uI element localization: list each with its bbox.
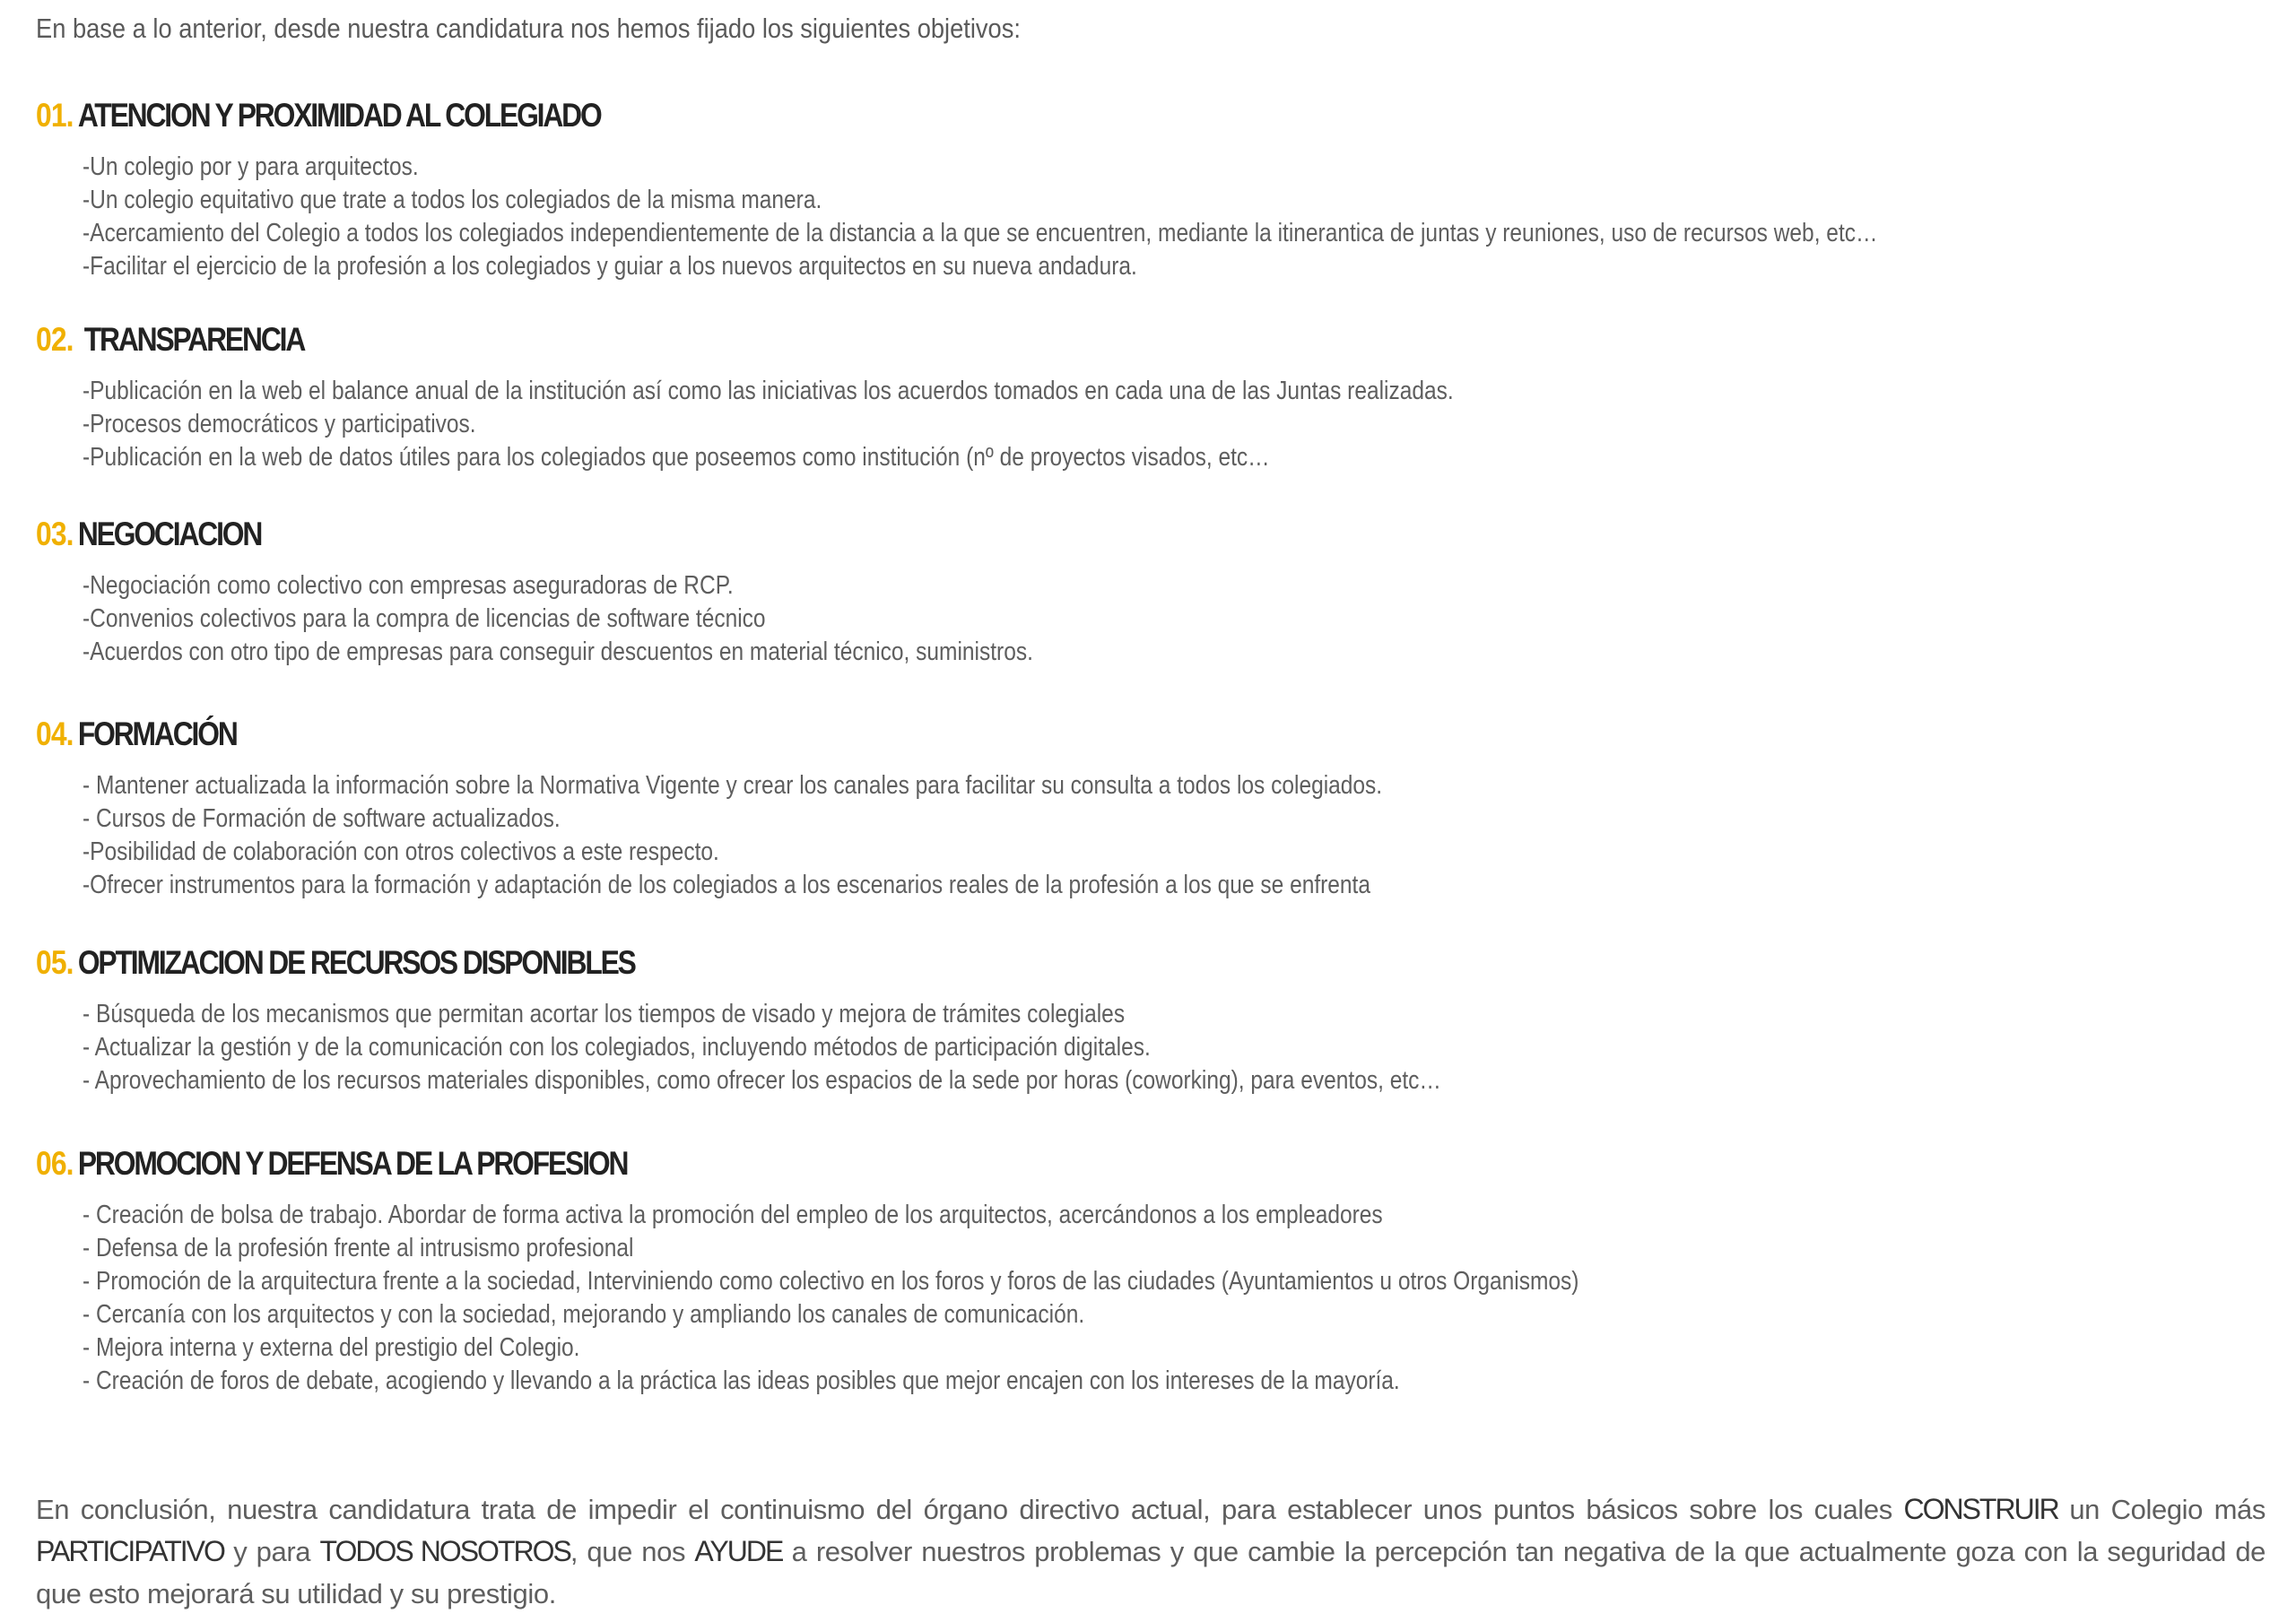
intro-text: En base a lo anterior, desde nuestra candidatura nos hemos fijado los siguientes objetivos:	[36, 13, 1021, 44]
list-item: - Cursos de Formación de software actualizados.	[83, 804, 561, 833]
conclusion-text: un Colegio más	[2057, 1494, 2266, 1525]
objective-section-04	[36, 716, 2260, 902]
section-items	[83, 569, 2260, 669]
section-number: 04.	[36, 716, 74, 752]
section-number: 05.	[36, 944, 74, 981]
list-item: - Cercanía con los arquitectos y con la sociedad, mejorando y ampliando los canales de comunicación.	[83, 1300, 1085, 1329]
section-title: PROMOCION Y DEFENSA DE LA PROFESION	[77, 1145, 628, 1182]
list-item: -Publicación en la web el balance anual de la institución así como las iniciativas los acuerdos tomados en cada una de las Juntas realizadas.	[83, 377, 1454, 405]
conclusion-text: y para	[223, 1536, 320, 1567]
section-items	[83, 769, 2260, 902]
list-item: -Procesos democráticos y participativos.	[83, 410, 476, 438]
list-item: -Negociación como colectivo con empresas aseguradoras de RCP.	[83, 571, 734, 600]
section-heading	[36, 321, 1949, 366]
section-heading	[36, 516, 1949, 560]
list-item: - Actualizar la gestión y de la comunicación con los colegiados, incluyendo métodos de participación digitales.	[83, 1033, 1151, 1062]
section-heading	[36, 944, 1949, 989]
conclusion-text: a resolver nuestros problemas y que cambie la percepción tan negativa de la que actualmente goza con la seguridad de que esto mejorará su utilidad y su prestigio.	[36, 1536, 2266, 1609]
section-number: 01.	[36, 97, 74, 134]
list-item: - Aprovechamiento de los recursos materiales disponibles, como ofrecer los espacios de la sede por horas (coworking), para eventos, etc…	[83, 1066, 1441, 1095]
section-items	[83, 375, 2260, 474]
section-number: 06.	[36, 1145, 74, 1182]
conclusion-text: En conclusión, nuestra candidatura trata de impedir el continuismo del órgano directivo actual, para establecer unos puntos básicos sobre los cuales	[36, 1494, 1904, 1525]
list-item: -Convenios colectivos para la compra de licencias de software técnico	[83, 604, 766, 633]
list-item: - Mantener actualizada la información sobre la Normativa Vigente y crear los canales para facilitar su consulta a todos los colegiados.	[83, 771, 1383, 800]
list-item: -Un colegio equitativo que trate a todos los colegiados de la misma manera.	[83, 186, 822, 214]
list-item: - Creación de foros de debate, acogiendo y llevando a la práctica las ideas posibles que mejor encajen con los intereses de la mayoría.	[83, 1366, 1400, 1395]
objective-section-03	[36, 516, 2260, 669]
list-item: -Ofrecer instrumentos para la formación y adaptación de los colegiados a los escenarios reales de la profesión a los que se enfrenta	[83, 871, 1371, 899]
emphasis-todos-nosotros: TODOS NOSOTROS	[319, 1535, 570, 1567]
emphasis-construir: CONSTRUIR	[1903, 1493, 2058, 1525]
section-number: 02.	[36, 321, 74, 358]
list-item: -Acercamiento del Colegio a todos los colegiados independientemente de la distancia a la que se encuentren, mediante la itinerantica de juntas y reuniones, uso de recursos web, etc…	[83, 219, 1878, 247]
objective-section-01	[36, 97, 2260, 283]
section-title: OPTIMIZACION DE RECURSOS DISPONIBLES	[77, 944, 635, 981]
list-item: -Acuerdos con otro tipo de empresas para conseguir descuentos en material técnico, suministros.	[83, 638, 1033, 666]
list-item: -Un colegio por y para arquitectos.	[83, 152, 419, 181]
emphasis-participativo: PARTICIPATIVO	[36, 1535, 224, 1567]
section-items	[83, 151, 2260, 283]
section-heading	[36, 1145, 1949, 1190]
section-title: ATENCION Y PROXIMIDAD AL COLEGIADO	[77, 97, 601, 134]
list-item: -Posibilidad de colaboración con otros colectivos a este respecto.	[83, 837, 719, 866]
section-title: TRANSPARENCIA	[83, 321, 305, 358]
section-heading	[36, 716, 1949, 760]
list-item: -Facilitar el ejercicio de la profesión a los colegiados y guiar a los nuevos arquitectos en su nueva andadura.	[83, 252, 1137, 281]
section-title: NEGOCIACION	[77, 516, 262, 552]
list-item: - Defensa de la profesión frente al intrusismo profesional	[83, 1234, 634, 1262]
section-heading	[36, 97, 1949, 142]
objective-section-05	[36, 944, 2260, 1097]
section-items	[83, 998, 2260, 1097]
section-number: 03.	[36, 516, 74, 552]
conclusion-paragraph	[36, 1488, 2266, 1615]
list-item: - Creación de bolsa de trabajo. Abordar de forma activa la promoción del empleo de los arquitectos, acercándonos a los empleadores	[83, 1201, 1383, 1229]
emphasis-ayude: AYUDE	[694, 1535, 783, 1567]
objective-section-06	[36, 1145, 2260, 1398]
list-item: - Mejora interna y externa del prestigio del Colegio.	[83, 1333, 580, 1362]
list-item: -Publicación en la web de datos útiles para los colegiados que poseemos como institución (nº de proyectos visados, etc…	[83, 443, 1270, 472]
section-items	[83, 1199, 2260, 1398]
list-item: - Promoción de la arquitectura frente a la sociedad, Interviniendo como colectivo en los foros y foros de las ciudades (Ayuntamientos u otros Organismos)	[83, 1267, 1579, 1296]
section-title: FORMACIÓN	[77, 716, 237, 752]
list-item: - Búsqueda de los mecanismos que permitan acortar los tiempos de visado y mejora de trámites colegiales	[83, 1000, 1126, 1028]
objective-section-02	[36, 321, 2260, 474]
conclusion-text: , que nos	[570, 1536, 695, 1567]
